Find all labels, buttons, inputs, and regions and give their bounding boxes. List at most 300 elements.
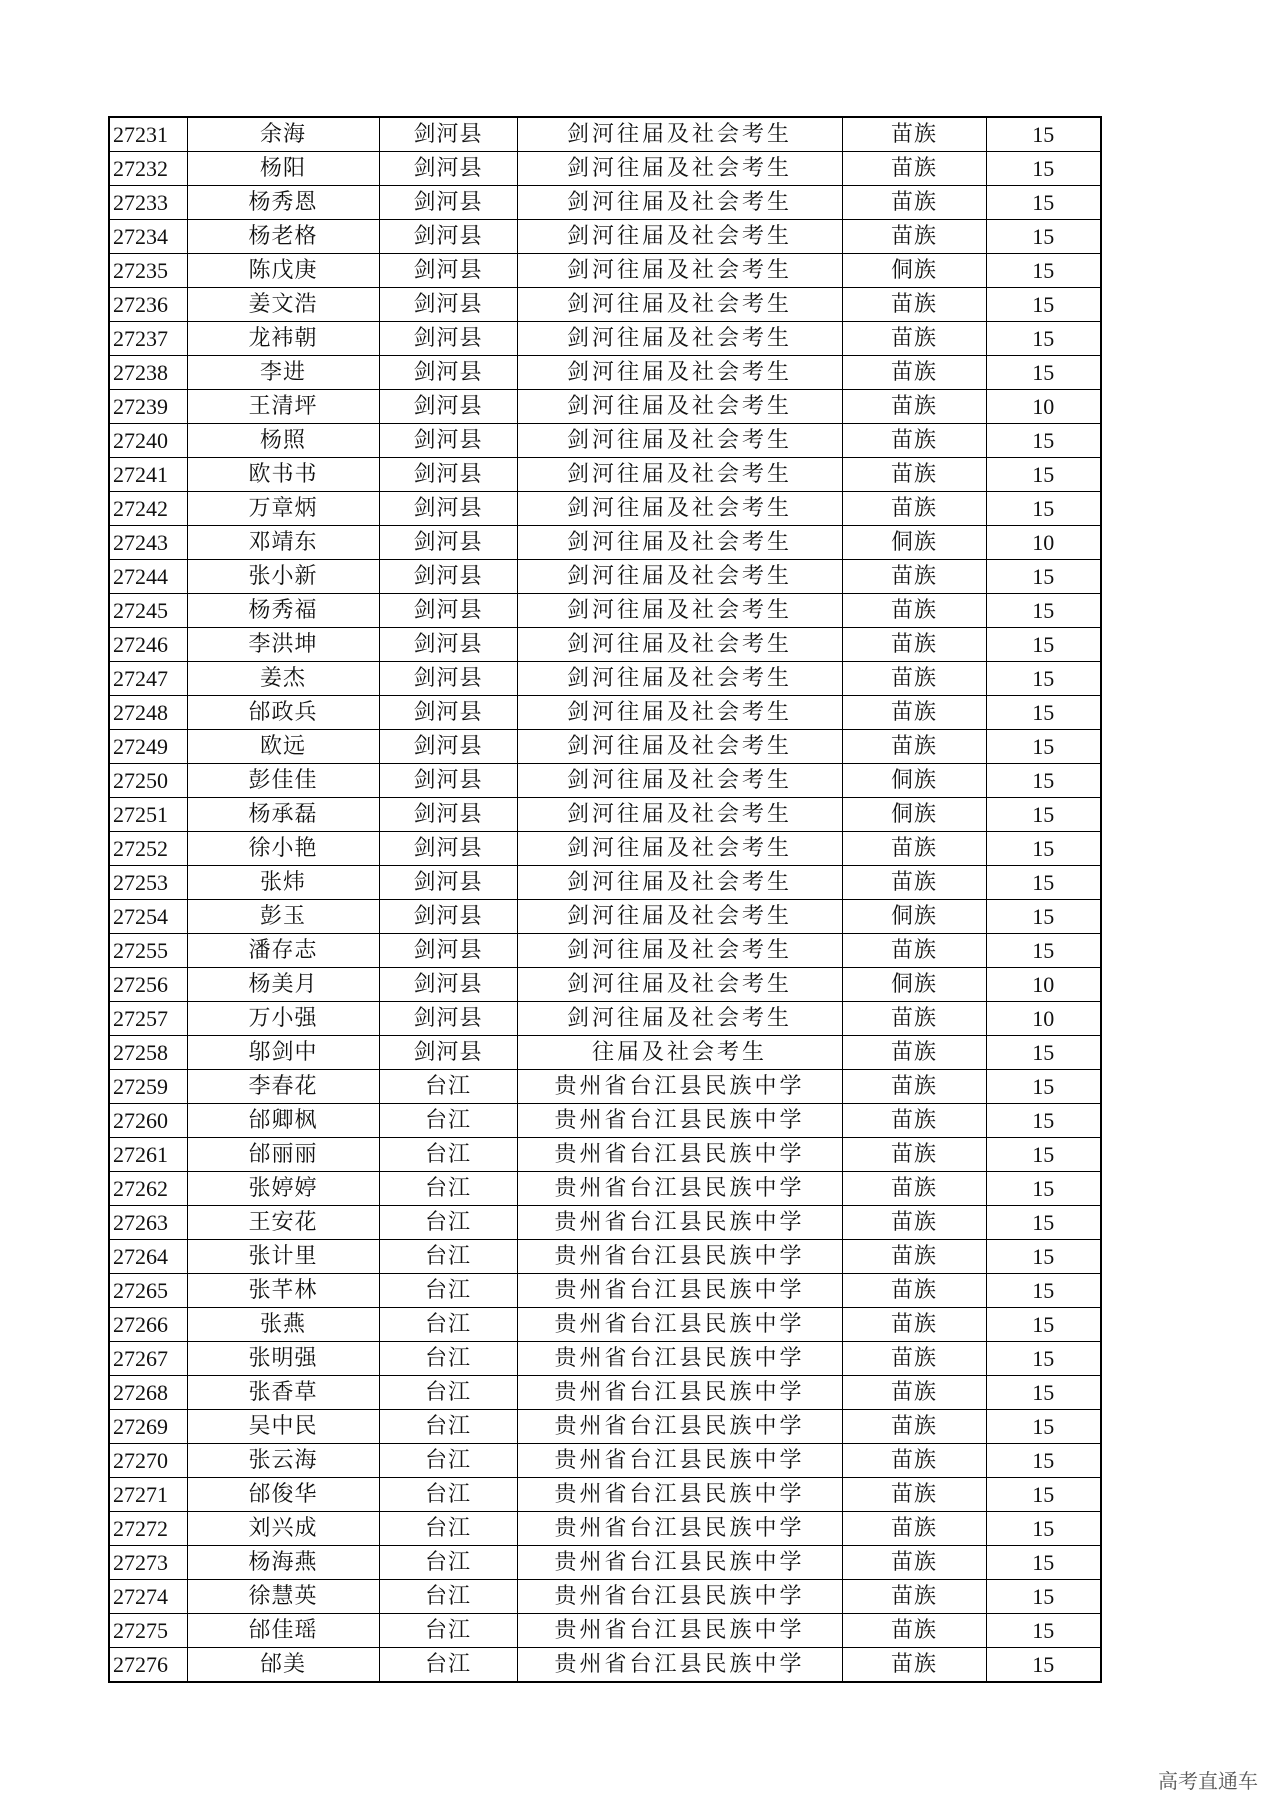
county-cell: 剑河县 <box>379 288 517 322</box>
table-row <box>109 798 1101 832</box>
score-cell: 15 <box>986 1342 1101 1376</box>
table-row <box>109 458 1101 492</box>
score-cell: 15 <box>986 934 1101 968</box>
score-cell: 15 <box>986 186 1101 220</box>
school-cell: 剑河往届及社会考生 <box>517 934 842 968</box>
student-name-cell: 王安花 <box>187 1206 379 1240</box>
county-cell: 台江 <box>379 1614 517 1648</box>
student-id-cell: 27259 <box>109 1070 187 1104</box>
table-row <box>109 152 1101 186</box>
student-name-cell: 欧书书 <box>187 458 379 492</box>
table-row <box>109 390 1101 424</box>
ethnicity-cell: 苗族 <box>842 1138 986 1172</box>
county-cell: 剑河县 <box>379 458 517 492</box>
ethnicity-cell: 苗族 <box>842 152 986 186</box>
student-id-cell: 27242 <box>109 492 187 526</box>
table-row <box>109 1138 1101 1172</box>
student-name-cell: 李春花 <box>187 1070 379 1104</box>
school-cell: 贵州省台江县民族中学 <box>517 1614 842 1648</box>
county-cell: 台江 <box>379 1580 517 1614</box>
ethnicity-cell: 苗族 <box>842 1614 986 1648</box>
student-name-cell: 李进 <box>187 356 379 390</box>
student-name-cell: 龙袆朝 <box>187 322 379 356</box>
table-row <box>109 424 1101 458</box>
student-id-cell: 27239 <box>109 390 187 424</box>
school-cell: 贵州省台江县民族中学 <box>517 1444 842 1478</box>
score-cell: 15 <box>986 560 1101 594</box>
table-row <box>109 1512 1101 1546</box>
student-id-cell: 27234 <box>109 220 187 254</box>
student-id-cell: 27245 <box>109 594 187 628</box>
ethnicity-cell: 苗族 <box>842 1308 986 1342</box>
county-cell: 台江 <box>379 1376 517 1410</box>
score-cell: 15 <box>986 356 1101 390</box>
county-cell: 台江 <box>379 1206 517 1240</box>
ethnicity-cell: 苗族 <box>842 832 986 866</box>
school-cell: 贵州省台江县民族中学 <box>517 1172 842 1206</box>
roster-body <box>109 117 1101 1682</box>
student-name-cell: 李洪坤 <box>187 628 379 662</box>
ethnicity-cell: 苗族 <box>842 1104 986 1138</box>
table-row <box>109 1410 1101 1444</box>
student-name-cell: 王清坪 <box>187 390 379 424</box>
ethnicity-cell: 苗族 <box>842 390 986 424</box>
student-id-cell: 27231 <box>109 117 187 152</box>
score-cell: 15 <box>986 1104 1101 1138</box>
school-cell: 贵州省台江县民族中学 <box>517 1478 842 1512</box>
student-name-cell: 姜杰 <box>187 662 379 696</box>
score-cell: 15 <box>986 798 1101 832</box>
ethnicity-cell: 苗族 <box>842 1002 986 1036</box>
county-cell: 剑河县 <box>379 254 517 288</box>
ethnicity-cell: 苗族 <box>842 560 986 594</box>
student-name-cell: 徐慧英 <box>187 1580 379 1614</box>
student-name-cell: 邰卿枫 <box>187 1104 379 1138</box>
student-id-cell: 27257 <box>109 1002 187 1036</box>
student-name-cell: 陈戊庚 <box>187 254 379 288</box>
county-cell: 剑河县 <box>379 594 517 628</box>
county-cell: 剑河县 <box>379 798 517 832</box>
score-cell: 15 <box>986 628 1101 662</box>
student-name-cell: 吴中民 <box>187 1410 379 1444</box>
county-cell: 剑河县 <box>379 696 517 730</box>
student-name-cell: 杨阳 <box>187 152 379 186</box>
student-id-cell: 27238 <box>109 356 187 390</box>
score-cell: 15 <box>986 594 1101 628</box>
table-row <box>109 1376 1101 1410</box>
student-id-cell: 27256 <box>109 968 187 1002</box>
school-cell: 剑河往届及社会考生 <box>517 288 842 322</box>
school-cell: 贵州省台江县民族中学 <box>517 1206 842 1240</box>
student-name-cell: 姜文浩 <box>187 288 379 322</box>
school-cell: 剑河往届及社会考生 <box>517 526 842 560</box>
ethnicity-cell: 侗族 <box>842 254 986 288</box>
student-id-cell: 27263 <box>109 1206 187 1240</box>
school-cell: 剑河往届及社会考生 <box>517 1002 842 1036</box>
table-row <box>109 628 1101 662</box>
student-name-cell: 杨承磊 <box>187 798 379 832</box>
ethnicity-cell: 苗族 <box>842 288 986 322</box>
table-row <box>109 1104 1101 1138</box>
student-name-cell: 杨美月 <box>187 968 379 1002</box>
table-row <box>109 526 1101 560</box>
school-cell: 剑河往届及社会考生 <box>517 117 842 152</box>
ethnicity-cell: 苗族 <box>842 1070 986 1104</box>
ethnicity-cell: 苗族 <box>842 1546 986 1580</box>
county-cell: 台江 <box>379 1546 517 1580</box>
county-cell: 剑河县 <box>379 934 517 968</box>
table-row <box>109 1444 1101 1478</box>
school-cell: 剑河往届及社会考生 <box>517 798 842 832</box>
student-name-cell: 邰美 <box>187 1648 379 1683</box>
score-cell: 15 <box>986 1240 1101 1274</box>
school-cell: 贵州省台江县民族中学 <box>517 1376 842 1410</box>
school-cell: 剑河往届及社会考生 <box>517 662 842 696</box>
ethnicity-cell: 侗族 <box>842 526 986 560</box>
table-row <box>109 288 1101 322</box>
table-row <box>109 1342 1101 1376</box>
county-cell: 台江 <box>379 1512 517 1546</box>
student-name-cell: 潘存志 <box>187 934 379 968</box>
student-id-cell: 27262 <box>109 1172 187 1206</box>
school-cell: 贵州省台江县民族中学 <box>517 1410 842 1444</box>
student-name-cell: 杨秀恩 <box>187 186 379 220</box>
ethnicity-cell: 苗族 <box>842 1172 986 1206</box>
county-cell: 台江 <box>379 1648 517 1683</box>
score-cell: 15 <box>986 220 1101 254</box>
score-cell: 15 <box>986 832 1101 866</box>
county-cell: 剑河县 <box>379 390 517 424</box>
school-cell: 贵州省台江县民族中学 <box>517 1308 842 1342</box>
student-name-cell: 张炜 <box>187 866 379 900</box>
ethnicity-cell: 苗族 <box>842 934 986 968</box>
score-cell: 15 <box>986 1070 1101 1104</box>
school-cell: 贵州省台江县民族中学 <box>517 1070 842 1104</box>
county-cell: 台江 <box>379 1478 517 1512</box>
ethnicity-cell: 苗族 <box>842 424 986 458</box>
table-row <box>109 1308 1101 1342</box>
student-id-cell: 27232 <box>109 152 187 186</box>
score-cell: 15 <box>986 1308 1101 1342</box>
ethnicity-cell: 苗族 <box>842 356 986 390</box>
table-row <box>109 1614 1101 1648</box>
county-cell: 剑河县 <box>379 117 517 152</box>
ethnicity-cell: 苗族 <box>842 628 986 662</box>
student-name-cell: 杨照 <box>187 424 379 458</box>
school-cell: 剑河往届及社会考生 <box>517 696 842 730</box>
student-id-cell: 27268 <box>109 1376 187 1410</box>
student-name-cell: 张计里 <box>187 1240 379 1274</box>
county-cell: 剑河县 <box>379 322 517 356</box>
student-id-cell: 27249 <box>109 730 187 764</box>
student-name-cell: 杨老格 <box>187 220 379 254</box>
student-name-cell: 张燕 <box>187 1308 379 1342</box>
county-cell: 剑河县 <box>379 424 517 458</box>
score-cell: 15 <box>986 1444 1101 1478</box>
score-cell: 15 <box>986 730 1101 764</box>
ethnicity-cell: 侗族 <box>842 764 986 798</box>
school-cell: 剑河往届及社会考生 <box>517 254 842 288</box>
student-id-cell: 27274 <box>109 1580 187 1614</box>
table-row <box>109 186 1101 220</box>
score-cell: 15 <box>986 866 1101 900</box>
score-cell: 15 <box>986 1376 1101 1410</box>
table-row <box>109 492 1101 526</box>
table-row <box>109 1648 1101 1683</box>
student-name-cell: 邰政兵 <box>187 696 379 730</box>
school-cell: 剑河往届及社会考生 <box>517 220 842 254</box>
student-id-cell: 27243 <box>109 526 187 560</box>
ethnicity-cell: 苗族 <box>842 1478 986 1512</box>
county-cell: 台江 <box>379 1342 517 1376</box>
table-row <box>109 1240 1101 1274</box>
ethnicity-cell: 苗族 <box>842 1240 986 1274</box>
school-cell: 剑河往届及社会考生 <box>517 628 842 662</box>
score-cell: 15 <box>986 117 1101 152</box>
ethnicity-cell: 苗族 <box>842 220 986 254</box>
school-cell: 剑河往届及社会考生 <box>517 152 842 186</box>
student-name-cell: 张小新 <box>187 560 379 594</box>
ethnicity-cell: 苗族 <box>842 696 986 730</box>
county-cell: 剑河县 <box>379 356 517 390</box>
score-cell: 15 <box>986 1138 1101 1172</box>
score-cell: 15 <box>986 1274 1101 1308</box>
table-row <box>109 662 1101 696</box>
county-cell: 剑河县 <box>379 492 517 526</box>
score-cell: 15 <box>986 1614 1101 1648</box>
county-cell: 剑河县 <box>379 730 517 764</box>
student-id-cell: 27248 <box>109 696 187 730</box>
student-id-cell: 27276 <box>109 1648 187 1683</box>
roster-table <box>108 116 1102 1683</box>
school-cell: 剑河往届及社会考生 <box>517 424 842 458</box>
student-id-cell: 27260 <box>109 1104 187 1138</box>
school-cell: 贵州省台江县民族中学 <box>517 1274 842 1308</box>
table-row <box>109 1580 1101 1614</box>
student-name-cell: 彭佳佳 <box>187 764 379 798</box>
ethnicity-cell: 苗族 <box>842 117 986 152</box>
school-cell: 贵州省台江县民族中学 <box>517 1342 842 1376</box>
score-cell: 15 <box>986 900 1101 934</box>
score-cell: 15 <box>986 1512 1101 1546</box>
student-id-cell: 27244 <box>109 560 187 594</box>
student-id-cell: 27250 <box>109 764 187 798</box>
student-name-cell: 徐小艳 <box>187 832 379 866</box>
student-name-cell: 杨海燕 <box>187 1546 379 1580</box>
student-name-cell: 邰丽丽 <box>187 1138 379 1172</box>
student-id-cell: 27265 <box>109 1274 187 1308</box>
student-id-cell: 27240 <box>109 424 187 458</box>
table-row <box>109 322 1101 356</box>
student-id-cell: 27261 <box>109 1138 187 1172</box>
table-row <box>109 968 1101 1002</box>
ethnicity-cell: 侗族 <box>842 968 986 1002</box>
table-row <box>109 832 1101 866</box>
county-cell: 台江 <box>379 1172 517 1206</box>
ethnicity-cell: 苗族 <box>842 492 986 526</box>
county-cell: 台江 <box>379 1444 517 1478</box>
school-cell: 剑河往届及社会考生 <box>517 322 842 356</box>
county-cell: 剑河县 <box>379 1002 517 1036</box>
score-cell: 10 <box>986 1002 1101 1036</box>
student-name-cell: 张婷婷 <box>187 1172 379 1206</box>
table-row <box>109 356 1101 390</box>
county-cell: 剑河县 <box>379 560 517 594</box>
school-cell: 剑河往届及社会考生 <box>517 764 842 798</box>
table-row <box>109 1002 1101 1036</box>
student-id-cell: 27270 <box>109 1444 187 1478</box>
county-cell: 剑河县 <box>379 968 517 1002</box>
ethnicity-cell: 苗族 <box>842 730 986 764</box>
score-cell: 15 <box>986 696 1101 730</box>
student-id-cell: 27271 <box>109 1478 187 1512</box>
table-row <box>109 560 1101 594</box>
table-row <box>109 254 1101 288</box>
school-cell: 剑河往届及社会考生 <box>517 356 842 390</box>
student-name-cell: 万小强 <box>187 1002 379 1036</box>
table-row <box>109 730 1101 764</box>
student-id-cell: 27235 <box>109 254 187 288</box>
student-id-cell: 27247 <box>109 662 187 696</box>
county-cell: 台江 <box>379 1240 517 1274</box>
table-row <box>109 1478 1101 1512</box>
school-cell: 往届及社会考生 <box>517 1036 842 1070</box>
student-id-cell: 27251 <box>109 798 187 832</box>
score-cell: 15 <box>986 1206 1101 1240</box>
student-name-cell: 张明强 <box>187 1342 379 1376</box>
table-row <box>109 1070 1101 1104</box>
school-cell: 剑河往届及社会考生 <box>517 458 842 492</box>
score-cell: 15 <box>986 1036 1101 1070</box>
ethnicity-cell: 苗族 <box>842 662 986 696</box>
ethnicity-cell: 苗族 <box>842 458 986 492</box>
score-cell: 15 <box>986 1172 1101 1206</box>
school-cell: 剑河往届及社会考生 <box>517 832 842 866</box>
student-name-cell: 欧远 <box>187 730 379 764</box>
ethnicity-cell: 苗族 <box>842 1648 986 1683</box>
score-cell: 15 <box>986 424 1101 458</box>
watermark-text: 高考直通车 <box>1158 1769 1258 1793</box>
table-row <box>109 220 1101 254</box>
county-cell: 剑河县 <box>379 764 517 798</box>
ethnicity-cell: 苗族 <box>842 1444 986 1478</box>
school-cell: 贵州省台江县民族中学 <box>517 1512 842 1546</box>
score-cell: 15 <box>986 1648 1101 1683</box>
school-cell: 剑河往届及社会考生 <box>517 866 842 900</box>
ethnicity-cell: 苗族 <box>842 1342 986 1376</box>
county-cell: 台江 <box>379 1104 517 1138</box>
student-id-cell: 27266 <box>109 1308 187 1342</box>
county-cell: 台江 <box>379 1138 517 1172</box>
ethnicity-cell: 侗族 <box>842 798 986 832</box>
table-row <box>109 934 1101 968</box>
student-id-cell: 27264 <box>109 1240 187 1274</box>
table-row <box>109 900 1101 934</box>
student-name-cell: 刘兴成 <box>187 1512 379 1546</box>
student-name-cell: 邰俊华 <box>187 1478 379 1512</box>
score-cell: 15 <box>986 662 1101 696</box>
table-row <box>109 594 1101 628</box>
student-name-cell: 张云海 <box>187 1444 379 1478</box>
school-cell: 贵州省台江县民族中学 <box>517 1546 842 1580</box>
school-cell: 剑河往届及社会考生 <box>517 560 842 594</box>
county-cell: 剑河县 <box>379 866 517 900</box>
student-name-cell: 万章炳 <box>187 492 379 526</box>
ethnicity-cell: 侗族 <box>842 900 986 934</box>
student-name-cell: 张芊林 <box>187 1274 379 1308</box>
score-cell: 15 <box>986 764 1101 798</box>
ethnicity-cell: 苗族 <box>842 1206 986 1240</box>
school-cell: 剑河往届及社会考生 <box>517 390 842 424</box>
student-name-cell: 邬剑中 <box>187 1036 379 1070</box>
school-cell: 贵州省台江县民族中学 <box>517 1104 842 1138</box>
county-cell: 剑河县 <box>379 662 517 696</box>
student-id-cell: 27275 <box>109 1614 187 1648</box>
school-cell: 贵州省台江县民族中学 <box>517 1648 842 1683</box>
ethnicity-cell: 苗族 <box>842 866 986 900</box>
school-cell: 剑河往届及社会考生 <box>517 900 842 934</box>
county-cell: 剑河县 <box>379 220 517 254</box>
table-row <box>109 1206 1101 1240</box>
table-row <box>109 117 1101 152</box>
county-cell: 剑河县 <box>379 1036 517 1070</box>
school-cell: 剑河往届及社会考生 <box>517 186 842 220</box>
county-cell: 台江 <box>379 1410 517 1444</box>
student-id-cell: 27237 <box>109 322 187 356</box>
student-id-cell: 27273 <box>109 1546 187 1580</box>
ethnicity-cell: 苗族 <box>842 1036 986 1070</box>
student-id-cell: 27272 <box>109 1512 187 1546</box>
student-id-cell: 27236 <box>109 288 187 322</box>
county-cell: 剑河县 <box>379 900 517 934</box>
student-id-cell: 27254 <box>109 900 187 934</box>
score-cell: 15 <box>986 1580 1101 1614</box>
student-id-cell: 27252 <box>109 832 187 866</box>
table-row <box>109 1546 1101 1580</box>
score-cell: 15 <box>986 322 1101 356</box>
school-cell: 贵州省台江县民族中学 <box>517 1138 842 1172</box>
student-id-cell: 27267 <box>109 1342 187 1376</box>
county-cell: 剑河县 <box>379 628 517 662</box>
table-row <box>109 764 1101 798</box>
score-cell: 15 <box>986 254 1101 288</box>
score-cell: 10 <box>986 526 1101 560</box>
county-cell: 台江 <box>379 1274 517 1308</box>
student-id-cell: 27246 <box>109 628 187 662</box>
school-cell: 剑河往届及社会考生 <box>517 594 842 628</box>
school-cell: 剑河往届及社会考生 <box>517 730 842 764</box>
ethnicity-cell: 苗族 <box>842 186 986 220</box>
student-name-cell: 邰佳瑶 <box>187 1614 379 1648</box>
county-cell: 台江 <box>379 1070 517 1104</box>
score-cell: 15 <box>986 152 1101 186</box>
student-id-cell: 27255 <box>109 934 187 968</box>
school-cell: 剑河往届及社会考生 <box>517 492 842 526</box>
table-row <box>109 866 1101 900</box>
county-cell: 剑河县 <box>379 152 517 186</box>
score-cell: 15 <box>986 1478 1101 1512</box>
student-id-cell: 27233 <box>109 186 187 220</box>
student-id-cell: 27258 <box>109 1036 187 1070</box>
student-name-cell: 邓靖东 <box>187 526 379 560</box>
score-cell: 15 <box>986 1410 1101 1444</box>
county-cell: 剑河县 <box>379 832 517 866</box>
ethnicity-cell: 苗族 <box>842 594 986 628</box>
score-cell: 10 <box>986 390 1101 424</box>
county-cell: 台江 <box>379 1308 517 1342</box>
student-name-cell: 余海 <box>187 117 379 152</box>
ethnicity-cell: 苗族 <box>842 1410 986 1444</box>
